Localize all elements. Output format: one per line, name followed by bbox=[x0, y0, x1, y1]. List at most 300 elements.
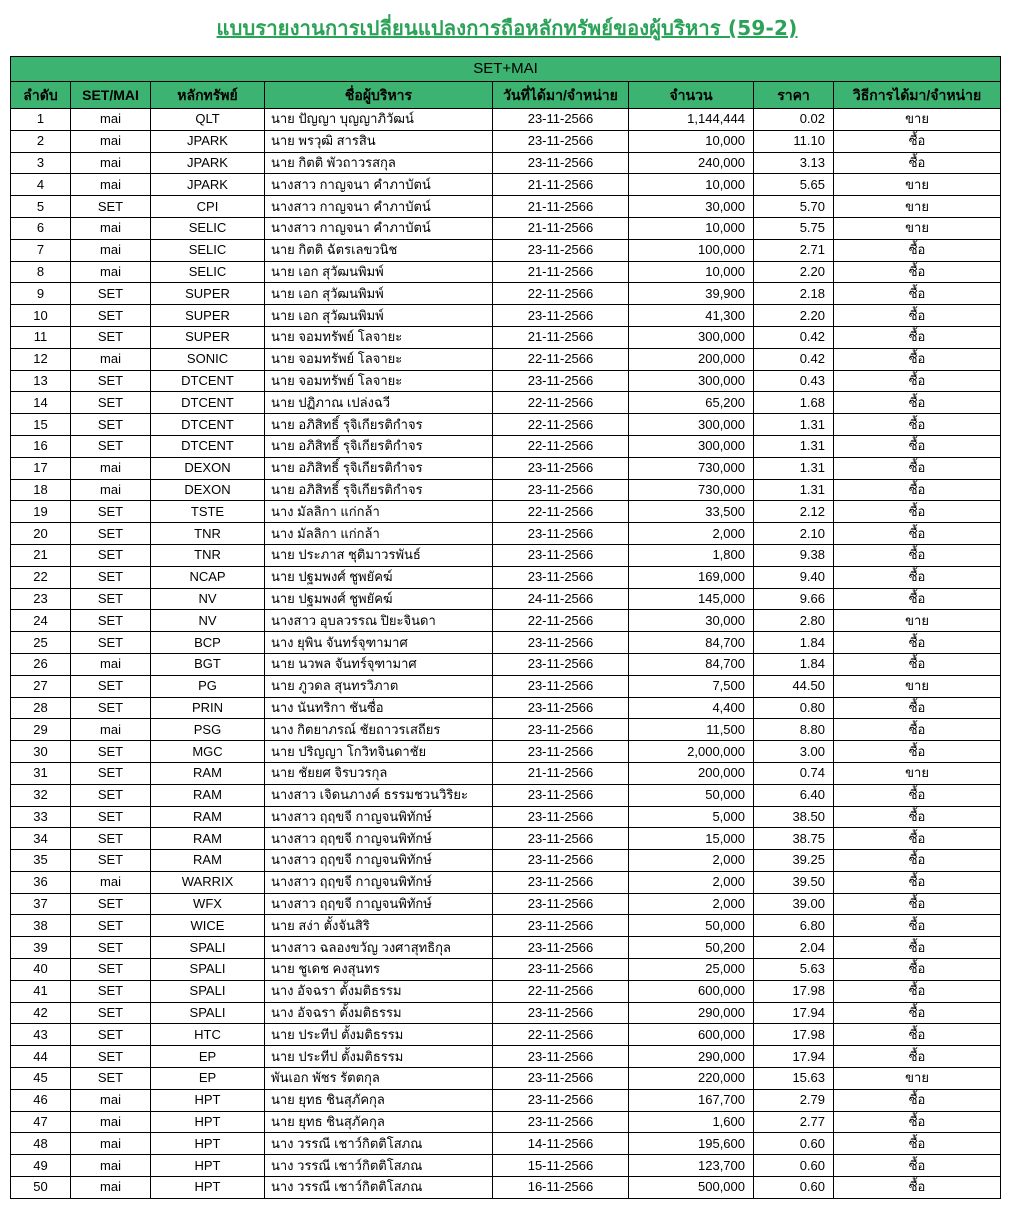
cell-price: 44.50 bbox=[754, 675, 834, 697]
cell-market: SET bbox=[71, 1002, 151, 1024]
cell-security: JPARK bbox=[151, 174, 265, 196]
cell-executive: นาง มัลลิกา แก่กล้า bbox=[265, 523, 493, 545]
col-header-security: หลักทรัพย์ bbox=[151, 82, 265, 109]
cell-volume: 600,000 bbox=[629, 980, 754, 1002]
table-row bbox=[11, 850, 1001, 872]
cell-volume: 10,000 bbox=[629, 217, 754, 239]
cell-date: 23-11-2566 bbox=[493, 566, 629, 588]
cell-date: 22-11-2566 bbox=[493, 348, 629, 370]
cell-date: 23-11-2566 bbox=[493, 697, 629, 719]
cell-seq: 37 bbox=[11, 893, 71, 915]
cell-volume: 300,000 bbox=[629, 414, 754, 436]
cell-volume: 145,000 bbox=[629, 588, 754, 610]
cell-date: 24-11-2566 bbox=[493, 588, 629, 610]
cell-market: mai bbox=[71, 174, 151, 196]
cell-market: mai bbox=[71, 457, 151, 479]
cell-security: RAM bbox=[151, 850, 265, 872]
cell-price: 0.42 bbox=[754, 326, 834, 348]
cell-date: 21-11-2566 bbox=[493, 261, 629, 283]
cell-method: ซื้อ bbox=[834, 326, 1001, 348]
cell-executive: นาย ชัยยศ จิรบวรกุล bbox=[265, 762, 493, 784]
table-row bbox=[11, 544, 1001, 566]
cell-market: mai bbox=[71, 871, 151, 893]
cell-market: SET bbox=[71, 959, 151, 981]
cell-volume: 240,000 bbox=[629, 152, 754, 174]
cell-seq: 3 bbox=[11, 152, 71, 174]
cell-price: 1.31 bbox=[754, 414, 834, 436]
cell-executive: นางสาว ฤฤขจี กาญจนพิทักษ์ bbox=[265, 806, 493, 828]
cell-market: SET bbox=[71, 283, 151, 305]
cell-security: SPALI bbox=[151, 1002, 265, 1024]
table-row bbox=[11, 435, 1001, 457]
cell-date: 22-11-2566 bbox=[493, 980, 629, 1002]
cell-seq: 22 bbox=[11, 566, 71, 588]
cell-security: TSTE bbox=[151, 501, 265, 523]
cell-price: 0.60 bbox=[754, 1133, 834, 1155]
cell-price: 0.42 bbox=[754, 348, 834, 370]
cell-method: ซื้อ bbox=[834, 697, 1001, 719]
cell-security: NV bbox=[151, 610, 265, 632]
cell-market: SET bbox=[71, 523, 151, 545]
cell-seq: 11 bbox=[11, 326, 71, 348]
cell-executive: นาง วรรณี เชาว์กิตติโสภณ bbox=[265, 1155, 493, 1177]
cell-date: 23-11-2566 bbox=[493, 719, 629, 741]
cell-seq: 32 bbox=[11, 784, 71, 806]
cell-seq: 8 bbox=[11, 261, 71, 283]
cell-executive: นาย ปัญญา บุญญาภิวัฒน์ bbox=[265, 109, 493, 131]
cell-method: ขาย bbox=[834, 1068, 1001, 1090]
cell-price: 17.94 bbox=[754, 1002, 834, 1024]
cell-executive: นางสาว เจิดนภางค์ ธรรมชวนวิริยะ bbox=[265, 784, 493, 806]
cell-date: 22-11-2566 bbox=[493, 1024, 629, 1046]
cell-seq: 41 bbox=[11, 980, 71, 1002]
cell-security: DEXON bbox=[151, 479, 265, 501]
table-row bbox=[11, 523, 1001, 545]
cell-price: 39.00 bbox=[754, 893, 834, 915]
cell-market: SET bbox=[71, 915, 151, 937]
cell-volume: 41,300 bbox=[629, 305, 754, 327]
cell-price: 0.43 bbox=[754, 370, 834, 392]
cell-method: ซื้อ bbox=[834, 806, 1001, 828]
cell-security: SUPER bbox=[151, 326, 265, 348]
cell-volume: 300,000 bbox=[629, 370, 754, 392]
cell-seq: 40 bbox=[11, 959, 71, 981]
cell-method: ซื้อ bbox=[834, 588, 1001, 610]
cell-market: SET bbox=[71, 326, 151, 348]
table-row bbox=[11, 719, 1001, 741]
table-row bbox=[11, 566, 1001, 588]
cell-price: 2.20 bbox=[754, 261, 834, 283]
cell-market: SET bbox=[71, 435, 151, 457]
table-row bbox=[11, 217, 1001, 239]
col-header-volume: จำนวน bbox=[629, 82, 754, 109]
table-row bbox=[11, 762, 1001, 784]
cell-security: HPT bbox=[151, 1177, 265, 1199]
table-row bbox=[11, 828, 1001, 850]
cell-executive: พันเอก พัชร รัตตกุล bbox=[265, 1068, 493, 1090]
cell-volume: 300,000 bbox=[629, 435, 754, 457]
cell-seq: 20 bbox=[11, 523, 71, 545]
cell-market: SET bbox=[71, 1068, 151, 1090]
cell-date: 21-11-2566 bbox=[493, 196, 629, 218]
cell-executive: นาย จอมทรัพย์ โลจายะ bbox=[265, 370, 493, 392]
cell-method: ขาย bbox=[834, 675, 1001, 697]
cell-market: SET bbox=[71, 893, 151, 915]
cell-method: ซื้อ bbox=[834, 915, 1001, 937]
table-row bbox=[11, 414, 1001, 436]
cell-method: ขาย bbox=[834, 610, 1001, 632]
table-row bbox=[11, 174, 1001, 196]
cell-security: JPARK bbox=[151, 130, 265, 152]
cell-date: 21-11-2566 bbox=[493, 762, 629, 784]
cell-executive: นาย ชูเดช คงสุนทร bbox=[265, 959, 493, 981]
cell-executive: นางสาว ฤฤขจี กาญจนพิทักษ์ bbox=[265, 828, 493, 850]
table-row bbox=[11, 653, 1001, 675]
cell-seq: 44 bbox=[11, 1046, 71, 1068]
cell-volume: 195,600 bbox=[629, 1133, 754, 1155]
cell-market: SET bbox=[71, 632, 151, 654]
cell-security: PSG bbox=[151, 719, 265, 741]
cell-date: 23-11-2566 bbox=[493, 370, 629, 392]
cell-date: 21-11-2566 bbox=[493, 217, 629, 239]
table-row bbox=[11, 130, 1001, 152]
cell-executive: นาย ประทีป ตั้งมติธรรม bbox=[265, 1046, 493, 1068]
cell-market: mai bbox=[71, 130, 151, 152]
cell-volume: 500,000 bbox=[629, 1177, 754, 1199]
cell-volume: 730,000 bbox=[629, 479, 754, 501]
table-row bbox=[11, 348, 1001, 370]
cell-volume: 2,000 bbox=[629, 871, 754, 893]
col-header-price: ราคา bbox=[754, 82, 834, 109]
cell-market: mai bbox=[71, 1111, 151, 1133]
table-row bbox=[11, 196, 1001, 218]
cell-executive: นางสาว ฉลองขวัญ วงศาสุทธิกุล bbox=[265, 937, 493, 959]
cell-market: mai bbox=[71, 1133, 151, 1155]
cell-date: 23-11-2566 bbox=[493, 523, 629, 545]
cell-price: 2.79 bbox=[754, 1089, 834, 1111]
cell-security: JPARK bbox=[151, 152, 265, 174]
cell-volume: 30,000 bbox=[629, 196, 754, 218]
cell-method: ซื้อ bbox=[834, 414, 1001, 436]
cell-method: ซื้อ bbox=[834, 1155, 1001, 1177]
table-row bbox=[11, 261, 1001, 283]
cell-executive: นาย ภูวดล สุนทรวิภาต bbox=[265, 675, 493, 697]
cell-market: mai bbox=[71, 217, 151, 239]
cell-seq: 21 bbox=[11, 544, 71, 566]
cell-price: 6.80 bbox=[754, 915, 834, 937]
cell-volume: 1,600 bbox=[629, 1111, 754, 1133]
cell-volume: 5,000 bbox=[629, 806, 754, 828]
cell-executive: นาง นันทริกา ชันซื่อ bbox=[265, 697, 493, 719]
cell-seq: 2 bbox=[11, 130, 71, 152]
cell-date: 16-11-2566 bbox=[493, 1177, 629, 1199]
cell-market: SET bbox=[71, 1046, 151, 1068]
cell-market: mai bbox=[71, 1155, 151, 1177]
table-row bbox=[11, 806, 1001, 828]
cell-date: 23-11-2566 bbox=[493, 1089, 629, 1111]
cell-seq: 28 bbox=[11, 697, 71, 719]
cell-security: DTCENT bbox=[151, 435, 265, 457]
cell-date: 23-11-2566 bbox=[493, 828, 629, 850]
cell-volume: 30,000 bbox=[629, 610, 754, 632]
cell-date: 23-11-2566 bbox=[493, 479, 629, 501]
cell-volume: 7,500 bbox=[629, 675, 754, 697]
table-row bbox=[11, 1155, 1001, 1177]
cell-security: BGT bbox=[151, 653, 265, 675]
cell-volume: 2,000 bbox=[629, 523, 754, 545]
table-row bbox=[11, 980, 1001, 1002]
cell-seq: 6 bbox=[11, 217, 71, 239]
cell-seq: 7 bbox=[11, 239, 71, 261]
cell-executive: นาย อภิสิทธิ์ รุจิเกียรติกำจร bbox=[265, 457, 493, 479]
cell-price: 0.60 bbox=[754, 1177, 834, 1199]
cell-price: 3.00 bbox=[754, 741, 834, 763]
table-row bbox=[11, 392, 1001, 414]
table-row bbox=[11, 370, 1001, 392]
cell-volume: 100,000 bbox=[629, 239, 754, 261]
cell-method: ซื้อ bbox=[834, 479, 1001, 501]
cell-security: TNR bbox=[151, 544, 265, 566]
cell-volume: 2,000 bbox=[629, 850, 754, 872]
cell-market: SET bbox=[71, 937, 151, 959]
cell-seq: 15 bbox=[11, 414, 71, 436]
cell-seq: 38 bbox=[11, 915, 71, 937]
cell-date: 23-11-2566 bbox=[493, 239, 629, 261]
cell-security: HPT bbox=[151, 1155, 265, 1177]
cell-executive: นาย ยุทธ ชินสุภัคกุล bbox=[265, 1089, 493, 1111]
cell-volume: 65,200 bbox=[629, 392, 754, 414]
cell-seq: 1 bbox=[11, 109, 71, 131]
cell-executive: นาย ปฐมพงศ์ ชูพยัคฆ์ bbox=[265, 588, 493, 610]
cell-method: ซื้อ bbox=[834, 435, 1001, 457]
cell-date: 23-11-2566 bbox=[493, 109, 629, 131]
table-row bbox=[11, 697, 1001, 719]
cell-executive: นาง อัจฉรา ตั้งมติธรรม bbox=[265, 980, 493, 1002]
cell-volume: 169,000 bbox=[629, 566, 754, 588]
cell-seq: 29 bbox=[11, 719, 71, 741]
cell-security: RAM bbox=[151, 784, 265, 806]
cell-volume: 1,144,444 bbox=[629, 109, 754, 131]
cell-volume: 84,700 bbox=[629, 653, 754, 675]
cell-volume: 600,000 bbox=[629, 1024, 754, 1046]
cell-date: 23-11-2566 bbox=[493, 850, 629, 872]
cell-executive: นาย ประทีป ตั้งมติธรรม bbox=[265, 1024, 493, 1046]
cell-volume: 11,500 bbox=[629, 719, 754, 741]
cell-date: 23-11-2566 bbox=[493, 893, 629, 915]
cell-security: SELIC bbox=[151, 239, 265, 261]
cell-date: 23-11-2566 bbox=[493, 1068, 629, 1090]
cell-security: MGC bbox=[151, 741, 265, 763]
cell-executive: นาย เอก สุวัฒนพิมพ์ bbox=[265, 261, 493, 283]
market-band-header: SET+MAI bbox=[11, 57, 1001, 82]
cell-method: ซื้อ bbox=[834, 871, 1001, 893]
cell-market: mai bbox=[71, 1089, 151, 1111]
cell-executive: นาย ปฐมพงศ์ ชูพยัคฆ์ bbox=[265, 566, 493, 588]
cell-executive: นาย จอมทรัพย์ โลจายะ bbox=[265, 348, 493, 370]
cell-executive: นาย อภิสิทธิ์ รุจิเกียรติกำจร bbox=[265, 479, 493, 501]
cell-price: 9.66 bbox=[754, 588, 834, 610]
cell-price: 38.75 bbox=[754, 828, 834, 850]
cell-method: ขาย bbox=[834, 762, 1001, 784]
cell-method: ซื้อ bbox=[834, 937, 1001, 959]
cell-executive: นางสาว ฤฤขจี กาญจนพิทักษ์ bbox=[265, 893, 493, 915]
cell-price: 17.98 bbox=[754, 980, 834, 1002]
cell-method: ซื้อ bbox=[834, 152, 1001, 174]
table-row bbox=[11, 871, 1001, 893]
cell-volume: 15,000 bbox=[629, 828, 754, 850]
table-row bbox=[11, 632, 1001, 654]
cell-method: ขาย bbox=[834, 174, 1001, 196]
cell-security: SUPER bbox=[151, 283, 265, 305]
cell-price: 0.60 bbox=[754, 1155, 834, 1177]
cell-volume: 10,000 bbox=[629, 261, 754, 283]
cell-market: SET bbox=[71, 566, 151, 588]
cell-executive: นาย อภิสิทธิ์ รุจิเกียรติกำจร bbox=[265, 435, 493, 457]
cell-market: SET bbox=[71, 305, 151, 327]
table-row bbox=[11, 784, 1001, 806]
cell-method: ซื้อ bbox=[834, 544, 1001, 566]
cell-volume: 50,000 bbox=[629, 784, 754, 806]
cell-seq: 13 bbox=[11, 370, 71, 392]
cell-market: mai bbox=[71, 348, 151, 370]
cell-security: DEXON bbox=[151, 457, 265, 479]
table-row bbox=[11, 1068, 1001, 1090]
table-row bbox=[11, 109, 1001, 131]
cell-executive: นางสาว อุบลวรรณ ปิยะจินดา bbox=[265, 610, 493, 632]
table-row bbox=[11, 283, 1001, 305]
cell-method: ขาย bbox=[834, 109, 1001, 131]
cell-price: 1.84 bbox=[754, 653, 834, 675]
cell-seq: 34 bbox=[11, 828, 71, 850]
cell-executive: นาย เอก สุวัฒนพิมพ์ bbox=[265, 305, 493, 327]
cell-method: ซื้อ bbox=[834, 1089, 1001, 1111]
cell-date: 23-11-2566 bbox=[493, 741, 629, 763]
cell-market: mai bbox=[71, 719, 151, 741]
cell-volume: 10,000 bbox=[629, 174, 754, 196]
col-header-executive: ชื่อผู้บริหาร bbox=[265, 82, 493, 109]
cell-method: ซื้อ bbox=[834, 741, 1001, 763]
cell-method: ซื้อ bbox=[834, 850, 1001, 872]
table-row bbox=[11, 675, 1001, 697]
cell-security: DTCENT bbox=[151, 392, 265, 414]
table-row bbox=[11, 305, 1001, 327]
cell-seq: 45 bbox=[11, 1068, 71, 1090]
cell-security: CPI bbox=[151, 196, 265, 218]
cell-seq: 23 bbox=[11, 588, 71, 610]
cell-security: WFX bbox=[151, 893, 265, 915]
cell-security: TNR bbox=[151, 523, 265, 545]
cell-volume: 200,000 bbox=[629, 762, 754, 784]
cell-method: ซื้อ bbox=[834, 348, 1001, 370]
cell-volume: 730,000 bbox=[629, 457, 754, 479]
cell-date: 23-11-2566 bbox=[493, 937, 629, 959]
cell-market: SET bbox=[71, 370, 151, 392]
cell-seq: 18 bbox=[11, 479, 71, 501]
cell-market: SET bbox=[71, 675, 151, 697]
cell-method: ซื้อ bbox=[834, 523, 1001, 545]
cell-price: 17.94 bbox=[754, 1046, 834, 1068]
insider-trading-table bbox=[10, 56, 1001, 1199]
cell-market: SET bbox=[71, 414, 151, 436]
table-row bbox=[11, 1002, 1001, 1024]
cell-method: ซื้อ bbox=[834, 1133, 1001, 1155]
cell-market: SET bbox=[71, 196, 151, 218]
cell-executive: นาย เอก สุวัฒนพิมพ์ bbox=[265, 283, 493, 305]
cell-volume: 33,500 bbox=[629, 501, 754, 523]
cell-price: 0.74 bbox=[754, 762, 834, 784]
cell-executive: นางสาว ฤฤขจี กาญจนพิทักษ์ bbox=[265, 850, 493, 872]
col-header-method: วิธีการได้มา/จำหน่าย bbox=[834, 82, 1001, 109]
cell-security: HPT bbox=[151, 1089, 265, 1111]
cell-date: 22-11-2566 bbox=[493, 610, 629, 632]
cell-security: DTCENT bbox=[151, 370, 265, 392]
cell-executive: นาย สง่า ตั้งจันสิริ bbox=[265, 915, 493, 937]
cell-price: 3.13 bbox=[754, 152, 834, 174]
cell-market: SET bbox=[71, 980, 151, 1002]
cell-market: mai bbox=[71, 152, 151, 174]
cell-method: ซื้อ bbox=[834, 632, 1001, 654]
cell-method: ขาย bbox=[834, 196, 1001, 218]
cell-security: WICE bbox=[151, 915, 265, 937]
cell-date: 23-11-2566 bbox=[493, 653, 629, 675]
cell-security: QLT bbox=[151, 109, 265, 131]
table-row bbox=[11, 1046, 1001, 1068]
cell-market: mai bbox=[71, 1177, 151, 1199]
cell-seq: 50 bbox=[11, 1177, 71, 1199]
cell-market: mai bbox=[71, 239, 151, 261]
cell-method: ซื้อ bbox=[834, 1177, 1001, 1199]
cell-seq: 36 bbox=[11, 871, 71, 893]
cell-security: PRIN bbox=[151, 697, 265, 719]
cell-security: SUPER bbox=[151, 305, 265, 327]
table-row bbox=[11, 959, 1001, 981]
cell-price: 0.80 bbox=[754, 697, 834, 719]
cell-executive: นางสาว กาญจนา คำภาบัตน์ bbox=[265, 196, 493, 218]
cell-executive: นางสาว กาญจนา คำภาบัตน์ bbox=[265, 217, 493, 239]
cell-market: mai bbox=[71, 653, 151, 675]
cell-method: ซื้อ bbox=[834, 370, 1001, 392]
cell-security: SELIC bbox=[151, 261, 265, 283]
cell-price: 5.75 bbox=[754, 217, 834, 239]
cell-security: WARRIX bbox=[151, 871, 265, 893]
cell-volume: 200,000 bbox=[629, 348, 754, 370]
cell-method: ซื้อ bbox=[834, 1002, 1001, 1024]
table-row bbox=[11, 741, 1001, 763]
cell-seq: 14 bbox=[11, 392, 71, 414]
cell-executive: นาย กิตติ พัวถาวรสกุล bbox=[265, 152, 493, 174]
cell-volume: 123,700 bbox=[629, 1155, 754, 1177]
cell-seq: 31 bbox=[11, 762, 71, 784]
cell-method: ซื้อ bbox=[834, 719, 1001, 741]
cell-price: 11.10 bbox=[754, 130, 834, 152]
cell-market: SET bbox=[71, 1024, 151, 1046]
cell-date: 23-11-2566 bbox=[493, 1111, 629, 1133]
table-row bbox=[11, 1089, 1001, 1111]
cell-executive: นาย พรวุฒิ สารสิน bbox=[265, 130, 493, 152]
cell-volume: 290,000 bbox=[629, 1046, 754, 1068]
cell-seq: 9 bbox=[11, 283, 71, 305]
cell-date: 23-11-2566 bbox=[493, 806, 629, 828]
cell-method: ซื้อ bbox=[834, 130, 1001, 152]
cell-method: ซื้อ bbox=[834, 1111, 1001, 1133]
table-row bbox=[11, 457, 1001, 479]
cell-method: ซื้อ bbox=[834, 392, 1001, 414]
cell-volume: 39,900 bbox=[629, 283, 754, 305]
cell-date: 23-11-2566 bbox=[493, 675, 629, 697]
table-row bbox=[11, 501, 1001, 523]
cell-date: 23-11-2566 bbox=[493, 305, 629, 327]
cell-date: 15-11-2566 bbox=[493, 1155, 629, 1177]
